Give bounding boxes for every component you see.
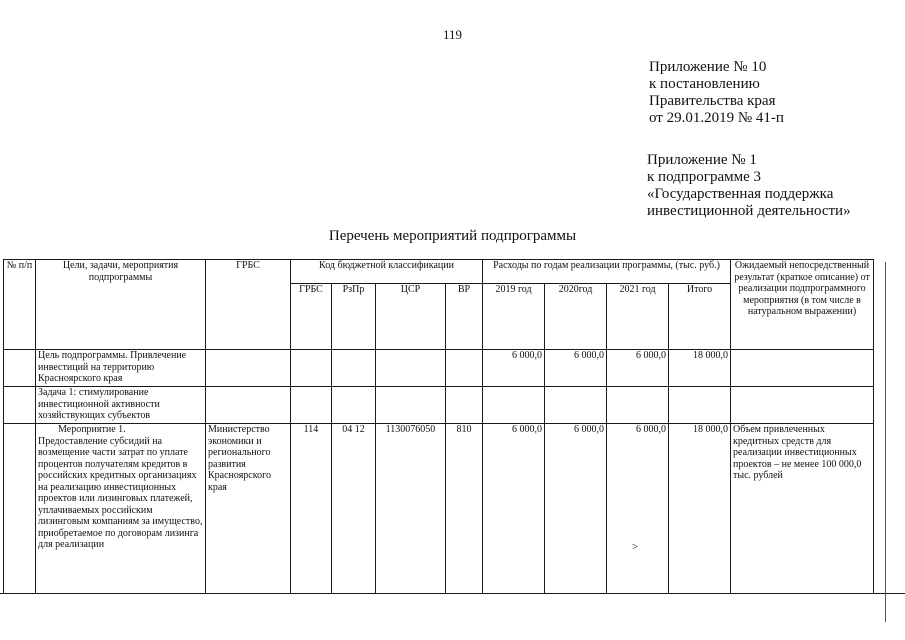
task-text: Задача 1: стимулирование инвестиционной активности хозяйствующих субъектов <box>36 387 206 424</box>
measure-2021: 6 000,0 <box>607 424 669 594</box>
goal-num <box>4 350 36 387</box>
subheader-2020: 2020год <box>545 284 607 350</box>
measure-text-cell <box>36 424 206 594</box>
annex-1-header <box>647 152 851 220</box>
measure-csr: 1130076050 <box>376 424 446 594</box>
measure-text: Предоставление субсидий на возмещение части затрат по уплате процентов получателям кредитов в российских кредитных организациях на реализацию инвестиционных проектов или лизинговых платежей, уплачиваемых российским лизинговым компаниям за имущество, приобретаемое по договорам лизинга для реализации <box>38 435 203 550</box>
task-result <box>731 387 874 424</box>
measure-title: Мероприятие 1. <box>58 424 126 435</box>
annex-10-line-4: от 29.01.2019 № 41-п <box>649 110 784 126</box>
annex-10-line-1: Приложение № 10 <box>649 59 767 75</box>
annex-1-line-4: инвестиционной деятельности» <box>647 203 851 219</box>
goal-vr <box>446 350 483 387</box>
subheader-2019: 2019 год <box>483 284 545 350</box>
task-2019 <box>483 387 545 424</box>
subheader-vr: ВР <box>446 284 483 350</box>
annex-10-line-3: Правительства края <box>649 93 776 109</box>
measure-num <box>4 424 36 594</box>
subheader-total: Итого <box>669 284 731 350</box>
goal-2021: 6 000,0 <box>607 350 669 387</box>
goal-text: Цель подпрограммы. Привлечение инвестиций на территорию Красноярского края <box>36 350 206 387</box>
task-row <box>4 387 874 424</box>
annex-1-line-1: Приложение № 1 <box>647 152 757 168</box>
task-csr <box>376 387 446 424</box>
header-result: Ожидаемый непосредственный результат (краткое описание) от реализации подпрограммного мероприятия (в том числе в натуральном выражении) <box>731 260 874 350</box>
subheader-csr: ЦСР <box>376 284 446 350</box>
measure-grbs-name: Министерство экономики и регионального развития Красноярского края <box>206 424 291 594</box>
task-grbs-name <box>206 387 291 424</box>
task-num <box>4 387 36 424</box>
page-number: 119 <box>442 27 463 42</box>
goal-2019: 6 000,0 <box>483 350 545 387</box>
goal-total: 18 000,0 <box>669 350 731 387</box>
subheader-grbs: ГРБС <box>291 284 332 350</box>
annex-1-line-3: «Государственная поддержка <box>647 186 834 202</box>
measure-total: 18 000,0 <box>669 424 731 594</box>
annex-10-line-2: к постановлению <box>649 76 760 92</box>
measure-2019: 6 000,0 <box>483 424 545 594</box>
measure-rzpr: 04 12 <box>332 424 376 594</box>
subheader-2021: 2021 год <box>607 284 669 350</box>
page-bottom-rule <box>0 593 905 594</box>
task-rzpr <box>332 387 376 424</box>
annex-10-header <box>649 59 784 127</box>
measures-table <box>3 259 874 594</box>
task-2020 <box>545 387 607 424</box>
task-grbs <box>291 387 332 424</box>
header-goals: Цели, задачи, мероприятия подпрограммы <box>36 260 206 350</box>
subheader-rzpr: РзПр <box>332 284 376 350</box>
measure-row <box>4 424 874 594</box>
measure-grbs: 114 <box>291 424 332 594</box>
document-title: Перечень мероприятий подпрограммы <box>328 228 577 244</box>
header-grbs: ГРБС <box>206 260 291 350</box>
measure-vr: 810 <box>446 424 483 594</box>
task-total <box>669 387 731 424</box>
goal-rzpr <box>332 350 376 387</box>
goal-2020: 6 000,0 <box>545 350 607 387</box>
task-2021 <box>607 387 669 424</box>
measure-result: Объем привлеченных кредитных средств для реализации инвестиционных проектов – не менее 100 000,0 тыс. рублей <box>731 424 874 594</box>
header-budget-code: Код бюджетной классификации <box>291 260 483 284</box>
goal-grbs-name <box>206 350 291 387</box>
task-vr <box>446 387 483 424</box>
measure-2020: 6 000,0 <box>545 424 607 594</box>
goal-csr <box>376 350 446 387</box>
goal-grbs <box>291 350 332 387</box>
header-expenses: Расходы по годам реализации программы, (тыс. руб.) <box>483 260 731 284</box>
goal-result <box>731 350 874 387</box>
header-num: № п/п <box>4 260 36 350</box>
goal-row <box>4 350 874 387</box>
scan-margin-line <box>885 262 886 622</box>
header-row-1 <box>4 260 874 284</box>
scan-stray-mark: ˃ <box>632 541 639 553</box>
annex-1-line-2: к подпрограмме 3 <box>647 169 761 185</box>
